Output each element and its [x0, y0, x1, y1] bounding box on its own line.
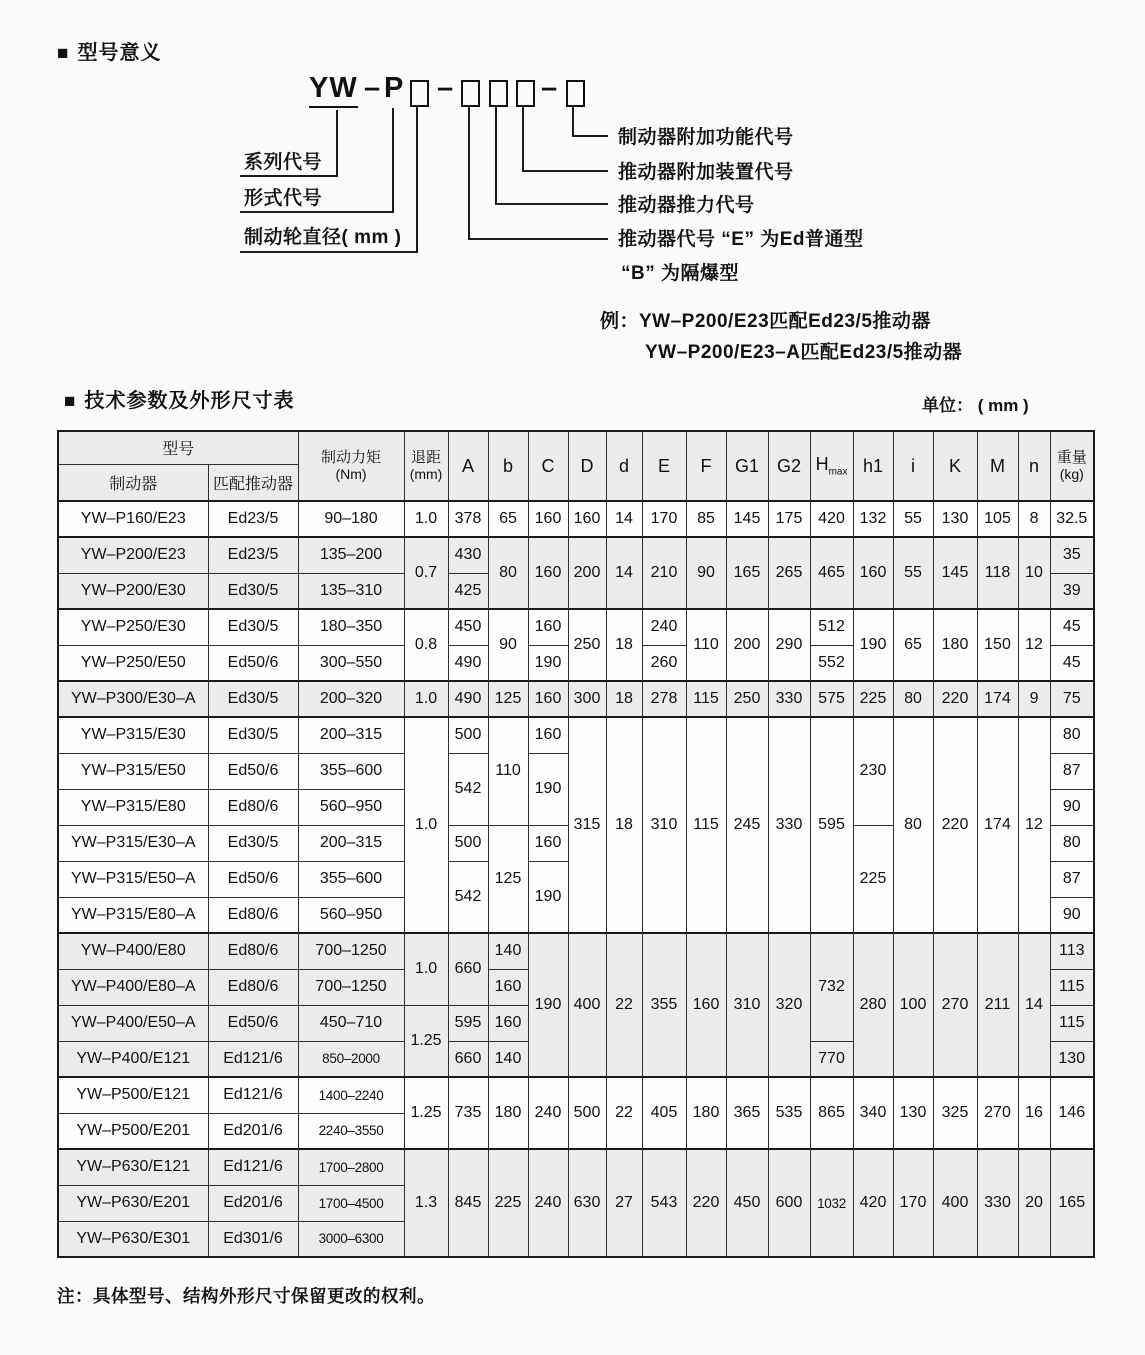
spec-cell: 140: [488, 1041, 528, 1077]
model-cell: YW–P300/E30–A: [58, 681, 208, 717]
header-dim-M: M: [977, 431, 1018, 501]
spec-cell: 8: [1018, 501, 1050, 537]
model-cell: YW–P500/E121: [58, 1077, 208, 1113]
spec-cell: 500: [448, 825, 488, 861]
spec-cell: 174: [977, 681, 1018, 717]
spec-cell: Ed30/5: [208, 573, 298, 609]
spec-cell: 87: [1050, 861, 1094, 897]
spec-cell: 465: [810, 537, 853, 609]
label-form-code: 形式代号: [244, 188, 323, 209]
model-cell: YW–P315/E30: [58, 717, 208, 753]
model-cell: YW–P200/E23: [58, 537, 208, 573]
spec-cell: 135–310: [298, 573, 404, 609]
spec-cell: 80: [1050, 717, 1094, 753]
spec-cell: 300–550: [298, 645, 404, 681]
spec-cell: 80: [893, 681, 933, 717]
spec-cell: 200: [568, 537, 606, 609]
spec-cell: 1.25: [404, 1077, 448, 1149]
spec-cell: Ed301/6: [208, 1221, 298, 1257]
spec-cell: Ed23/5: [208, 501, 298, 537]
spec-cell: 14: [1018, 933, 1050, 1077]
spec-cell: 146: [1050, 1077, 1094, 1149]
header-brake: 制动器: [58, 464, 208, 501]
spec-cell: 160: [488, 969, 528, 1005]
spec-cell: 595: [448, 1005, 488, 1041]
spec-cell: 55: [893, 501, 933, 537]
spec-cell: Ed30/5: [208, 681, 298, 717]
spec-cell: 180: [488, 1077, 528, 1149]
spec-cell: 770: [810, 1041, 853, 1077]
spec-cell: 18: [606, 717, 642, 933]
spec-cell: 18: [606, 609, 642, 681]
spec-cell: 512: [810, 609, 853, 645]
spec-cell: 22: [606, 933, 642, 1077]
spec-cell: 200: [726, 609, 768, 681]
spec-cell: 130: [933, 501, 977, 537]
spec-cell: 145: [726, 501, 768, 537]
label-brake-function-code: 制动器附加功能代号: [618, 127, 794, 148]
spec-cell: 225: [488, 1149, 528, 1257]
spec-cell: 170: [893, 1149, 933, 1257]
connector-line: [240, 211, 394, 213]
spec-cell: 220: [933, 717, 977, 933]
spec-cell: 1.0: [404, 681, 448, 717]
model-cell: YW–P250/E30: [58, 609, 208, 645]
spec-cell: Ed50/6: [208, 753, 298, 789]
spec-cell: Ed30/5: [208, 609, 298, 645]
spec-cell: 160: [528, 609, 568, 645]
spec-cell: 355–600: [298, 753, 404, 789]
header-thruster: 匹配推动器: [208, 464, 298, 501]
spec-cell: 65: [488, 501, 528, 537]
spec-table-head: [58, 431, 1094, 501]
spec-cell: 420: [853, 1149, 893, 1257]
spec-cell: 10: [1018, 537, 1050, 609]
model-code-box-thrust: [489, 80, 508, 107]
spec-cell: 250: [568, 609, 606, 681]
spec-cell: 270: [977, 1077, 1018, 1149]
spec-cell: 170: [642, 501, 686, 537]
spec-cell: 115: [1050, 969, 1094, 1005]
model-code-series: YW: [309, 72, 358, 108]
spec-cell: Ed50/6: [208, 645, 298, 681]
spec-cell: 865: [810, 1077, 853, 1149]
section-marker-icon: ■: [57, 43, 70, 64]
spec-cell: 315: [568, 717, 606, 933]
spec-cell: 700–1250: [298, 933, 404, 969]
model-code-box-thruster: [461, 80, 480, 107]
spec-cell: 80: [1050, 825, 1094, 861]
spec-cell: 400: [933, 1149, 977, 1257]
connector-line: [240, 175, 338, 177]
spec-cell: 450: [448, 609, 488, 645]
spec-cell: 14: [606, 537, 642, 609]
spec-cell: 230: [853, 717, 893, 825]
spec-table: [57, 430, 1095, 1258]
spec-cell: 250: [726, 681, 768, 717]
model-cell: YW–P400/E121: [58, 1041, 208, 1077]
spec-cell: 420: [810, 501, 853, 537]
spec-cell: 500: [448, 717, 488, 753]
spec-cell: 9: [1018, 681, 1050, 717]
model-cell: YW–P315/E50–A: [58, 861, 208, 897]
spec-cell: 220: [686, 1149, 726, 1257]
spec-cell: 190: [528, 861, 568, 933]
header-dim-b: b: [488, 431, 528, 501]
spec-cell: 240: [642, 609, 686, 645]
spec-cell: 245: [726, 717, 768, 933]
model-code-dash: –: [364, 72, 382, 104]
spec-cell: 0.7: [404, 537, 448, 609]
spec-cell: 45: [1050, 645, 1094, 681]
spec-cell: Ed80/6: [208, 969, 298, 1005]
spec-cell: 330: [977, 1149, 1018, 1257]
header-dim-G1: G1: [726, 431, 768, 501]
spec-cell: 1700–4500: [298, 1185, 404, 1221]
spec-cell: 80: [488, 537, 528, 609]
spec-cell: 55: [893, 537, 933, 609]
header-dim-C: C: [528, 431, 568, 501]
spec-cell: 165: [1050, 1149, 1094, 1257]
spec-cell: 1400–2240: [298, 1077, 404, 1113]
spec-cell: 1700–2800: [298, 1149, 404, 1185]
spec-cell: 240: [528, 1149, 568, 1257]
spec-cell: 150: [977, 609, 1018, 681]
spec-cell: 220: [933, 681, 977, 717]
connector-line: [522, 170, 608, 172]
spec-cell: 1.0: [404, 933, 448, 1005]
spec-cell: 165: [726, 537, 768, 609]
spec-cell: 180: [933, 609, 977, 681]
connector-line: [336, 110, 338, 177]
spec-cell: Ed50/6: [208, 1005, 298, 1041]
model-cell: YW–P630/E301: [58, 1221, 208, 1257]
header-torque: 制动力矩 (Nm): [298, 431, 404, 501]
spec-cell: 160: [528, 501, 568, 537]
spec-cell: 90–180: [298, 501, 404, 537]
spec-cell: 65: [893, 609, 933, 681]
unit-label: 单位： ( mm ): [922, 396, 1029, 415]
footnote: 注：具体型号、结构外形尺寸保留更改的权利。: [57, 1286, 435, 1306]
spec-cell: 660: [448, 933, 488, 1005]
spec-cell: 450: [726, 1149, 768, 1257]
header-model-group: 型号: [58, 431, 298, 464]
spec-cell: 160: [528, 681, 568, 717]
spec-cell: 260: [642, 645, 686, 681]
spec-cell: 130: [1050, 1041, 1094, 1077]
spec-cell: 200–320: [298, 681, 404, 717]
spec-cell: 3000–6300: [298, 1221, 404, 1257]
spec-cell: 175: [768, 501, 810, 537]
spec-cell: 490: [448, 681, 488, 717]
spec-cell: 310: [726, 933, 768, 1077]
spec-cell: 190: [528, 645, 568, 681]
spec-cell: 430: [448, 537, 488, 573]
spec-cell: 325: [933, 1077, 977, 1149]
spec-cell: 660: [448, 1041, 488, 1077]
spec-cell: 180: [686, 1077, 726, 1149]
spec-cell: 115: [1050, 1005, 1094, 1041]
spec-cell: 630: [568, 1149, 606, 1257]
spec-cell: 90: [1050, 789, 1094, 825]
connector-line: [468, 238, 608, 240]
spec-cell: 135–200: [298, 537, 404, 573]
spec-cell: 180–350: [298, 609, 404, 645]
label-thruster-attachment-code: 推动器附加装置代号: [618, 162, 794, 183]
spec-cell: 575: [810, 681, 853, 717]
spec-cell: 0.8: [404, 609, 448, 681]
spec-cell: 200–315: [298, 825, 404, 861]
model-cell: YW–P315/E50: [58, 753, 208, 789]
model-cell: YW–P500/E201: [58, 1113, 208, 1149]
spec-cell: 16: [1018, 1077, 1050, 1149]
spec-cell: 280: [853, 933, 893, 1077]
spec-cell: 18: [606, 681, 642, 717]
spec-cell: 552: [810, 645, 853, 681]
spec-cell: 39: [1050, 573, 1094, 609]
spec-cell: 174: [977, 717, 1018, 933]
spec-cell: Ed80/6: [208, 789, 298, 825]
model-code-box-function: [566, 80, 585, 107]
spec-cell: 542: [448, 753, 488, 825]
spec-table-body: [58, 501, 1094, 1257]
header-dim-E: E: [642, 431, 686, 501]
spec-cell: 330: [768, 681, 810, 717]
label-thruster-thrust-code: 推动器推力代号: [618, 195, 755, 216]
spec-cell: 450–710: [298, 1005, 404, 1041]
spec-cell: 160: [488, 1005, 528, 1041]
spec-cell: 535: [768, 1077, 810, 1149]
spec-cell: 110: [686, 609, 726, 681]
spec-cell: 100: [893, 933, 933, 1077]
spec-cell: 240: [528, 1077, 568, 1149]
spec-cell: 290: [768, 609, 810, 681]
connector-line: [416, 107, 418, 253]
spec-cell: 75: [1050, 681, 1094, 717]
spec-cell: 125: [488, 681, 528, 717]
model-cell: YW–P250/E50: [58, 645, 208, 681]
spec-cell: 20: [1018, 1149, 1050, 1257]
spec-cell: 490: [448, 645, 488, 681]
spec-cell: 1.0: [404, 717, 448, 933]
spec-cell: 1.25: [404, 1005, 448, 1077]
spec-cell: 160: [528, 537, 568, 609]
spec-cell: 845: [448, 1149, 488, 1257]
model-code-dash: –: [437, 72, 455, 104]
spec-cell: 115: [686, 717, 726, 933]
spec-cell: 140: [488, 933, 528, 969]
spec-cell: 425: [448, 573, 488, 609]
spec-cell: 543: [642, 1149, 686, 1257]
spec-cell: Ed80/6: [208, 933, 298, 969]
spec-cell: 732: [810, 933, 853, 1041]
spec-cell: 12: [1018, 717, 1050, 933]
example-line-1: 例：YW–P200/E23匹配Ed23/5推动器: [600, 311, 931, 332]
connector-line: [522, 107, 524, 172]
model-cell: YW–P315/E80: [58, 789, 208, 825]
spec-cell: Ed30/5: [208, 717, 298, 753]
spec-cell: 365: [726, 1077, 768, 1149]
spec-cell: 130: [893, 1077, 933, 1149]
spec-cell: 145: [933, 537, 977, 609]
header-gap: 退距 (mm): [404, 431, 448, 501]
spec-cell: 160: [568, 501, 606, 537]
spec-cell: 735: [448, 1077, 488, 1149]
spec-cell: 340: [853, 1077, 893, 1149]
model-code-form: P: [384, 72, 405, 104]
spec-cell: Ed30/5: [208, 825, 298, 861]
connector-line: [572, 107, 574, 137]
spec-cell: 105: [977, 501, 1018, 537]
spec-cell: 14: [606, 501, 642, 537]
connector-line: [392, 108, 394, 213]
spec-cell: Ed23/5: [208, 537, 298, 573]
spec-cell: 330: [768, 717, 810, 933]
spec-cell: Ed50/6: [208, 861, 298, 897]
spec-cell: 310: [642, 717, 686, 933]
model-code-box-attachment: [516, 80, 535, 107]
spec-cell: Ed201/6: [208, 1113, 298, 1149]
spec-cell: 118: [977, 537, 1018, 609]
spec-cell: 1.0: [404, 501, 448, 537]
spec-cell: 160: [853, 537, 893, 609]
spec-cell: 12: [1018, 609, 1050, 681]
spec-cell: 90: [686, 537, 726, 609]
spec-cell: 405: [642, 1077, 686, 1149]
spec-cell: 90: [1050, 897, 1094, 933]
spec-cell: 210: [642, 537, 686, 609]
header-dim-n: n: [1018, 431, 1050, 501]
spec-cell: 132: [853, 501, 893, 537]
spec-cell: 2240–3550: [298, 1113, 404, 1149]
spec-cell: Ed201/6: [208, 1185, 298, 1221]
spec-cell: 378: [448, 501, 488, 537]
section-title-model-meaning: [57, 36, 161, 65]
spec-cell: 125: [488, 825, 528, 933]
model-cell: YW–P400/E80: [58, 933, 208, 969]
spec-cell: 35: [1050, 537, 1094, 573]
spec-cell: 113: [1050, 933, 1094, 969]
spec-cell: 320: [768, 933, 810, 1077]
section-title-text: 技术参数及外形尺寸表: [84, 390, 295, 412]
model-meaning-section: [0, 0, 1145, 430]
spec-cell: 22: [606, 1077, 642, 1149]
spec-cell: 700–1250: [298, 969, 404, 1005]
spec-cell: 265: [768, 537, 810, 609]
spec-cell: 355–600: [298, 861, 404, 897]
spec-cell: 85: [686, 501, 726, 537]
connector-line: [468, 107, 470, 240]
header-weight: 重量 (kg): [1050, 431, 1094, 501]
spec-cell: 32.5: [1050, 501, 1094, 537]
spec-cell: 595: [810, 717, 853, 933]
spec-cell: 400: [568, 933, 606, 1077]
header-dim-d: d: [606, 431, 642, 501]
spec-cell: 211: [977, 933, 1018, 1077]
header-dim-D: D: [568, 431, 606, 501]
spec-cell: 190: [528, 933, 568, 1077]
model-code-dash: –: [541, 72, 559, 104]
spec-cell: 200–315: [298, 717, 404, 753]
connector-line: [495, 203, 608, 205]
section-title-text: 型号意义: [77, 42, 162, 64]
model-cell: YW–P160/E23: [58, 501, 208, 537]
spec-cell: 278: [642, 681, 686, 717]
spec-cell: 500: [568, 1077, 606, 1149]
model-cell: YW–P315/E30–A: [58, 825, 208, 861]
spec-cell: 1032: [810, 1149, 853, 1257]
model-cell: YW–P630/E121: [58, 1149, 208, 1185]
spec-cell: Ed80/6: [208, 897, 298, 933]
spec-cell: 560–950: [298, 789, 404, 825]
spec-cell: 190: [528, 753, 568, 825]
model-cell: YW–P400/E50–A: [58, 1005, 208, 1041]
header-dim-i: i: [893, 431, 933, 501]
model-cell: YW–P315/E80–A: [58, 897, 208, 933]
spec-cell: Ed121/6: [208, 1077, 298, 1113]
header-dim-Hmax: $H_{max}$: [810, 431, 853, 501]
model-code-box-diameter: [410, 80, 429, 107]
spec-cell: 560–950: [298, 897, 404, 933]
section-marker-icon: ■: [64, 391, 77, 412]
header-dim-G2: G2: [768, 431, 810, 501]
spec-cell: 87: [1050, 753, 1094, 789]
spec-cell: 190: [853, 609, 893, 681]
header-dim-h1: h1: [853, 431, 893, 501]
spec-cell: 600: [768, 1149, 810, 1257]
spec-cell: 850–2000: [298, 1041, 404, 1077]
spec-cell: 270: [933, 933, 977, 1077]
spec-cell: 160: [528, 825, 568, 861]
spec-cell: 110: [488, 717, 528, 825]
example-line-2: YW–P200/E23–A匹配Ed23/5推动器: [645, 342, 963, 363]
spec-cell: 1.3: [404, 1149, 448, 1257]
model-cell: YW–P630/E201: [58, 1185, 208, 1221]
spec-cell: 300: [568, 681, 606, 717]
spec-cell: 90: [488, 609, 528, 681]
spec-cell: 115: [686, 681, 726, 717]
connector-line: [572, 135, 608, 137]
header-dim-F: F: [686, 431, 726, 501]
spec-cell: 45: [1050, 609, 1094, 645]
spec-cell: 542: [448, 861, 488, 933]
section-title-spec-table: [64, 384, 294, 413]
label-thruster-code: 推动器代号 “E” 为Ed普通型: [618, 229, 864, 250]
spec-cell: Ed121/6: [208, 1149, 298, 1185]
model-cell: YW–P200/E30: [58, 573, 208, 609]
spec-cell: 225: [853, 681, 893, 717]
spec-cell: 27: [606, 1149, 642, 1257]
spec-cell: Ed121/6: [208, 1041, 298, 1077]
label-wheel-diameter: 制动轮直径( mm ): [244, 227, 402, 248]
spec-cell: 80: [893, 717, 933, 933]
label-thruster-code-b: “B” 为隔爆型: [621, 263, 740, 284]
connector-line: [495, 107, 497, 205]
spec-cell: 160: [528, 717, 568, 753]
spec-cell: 355: [642, 933, 686, 1077]
label-series-code: 系列代号: [244, 152, 323, 173]
spec-cell: 225: [853, 825, 893, 933]
connector-line: [240, 251, 418, 253]
header-dim-K: K: [933, 431, 977, 501]
header-dim-A: A: [448, 431, 488, 501]
model-cell: YW–P400/E80–A: [58, 969, 208, 1005]
spec-cell: 160: [686, 933, 726, 1077]
